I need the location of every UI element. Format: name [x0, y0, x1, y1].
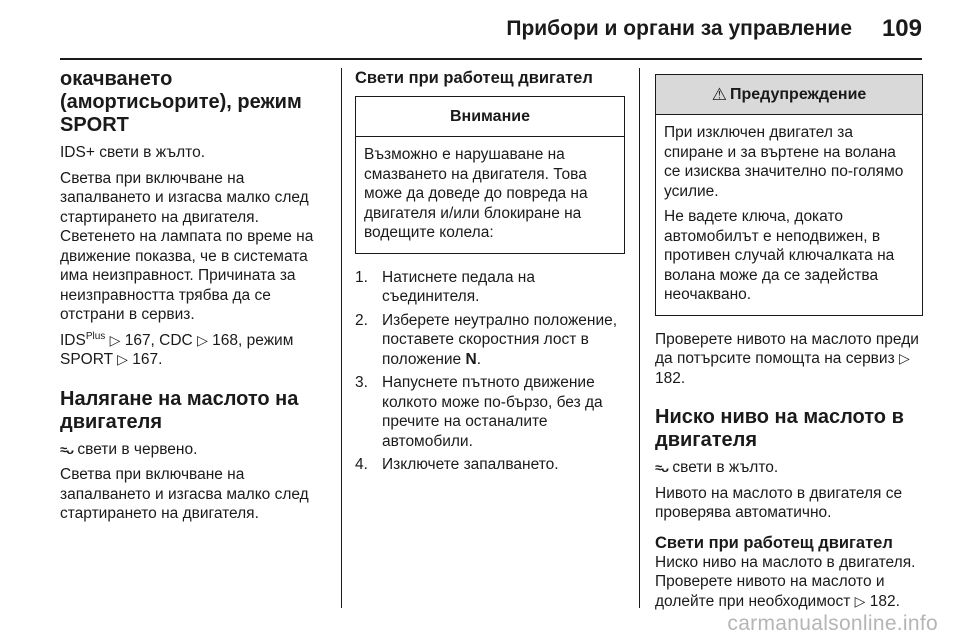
- warning-title-bar: [656, 75, 922, 115]
- auto-check-text: Нивото на маслото в двигателя се проверява автоматично.: [655, 484, 903, 521]
- section-heading-suspension: окачването (амортисьорите), режим SPORT: [60, 68, 302, 136]
- low-oil-description: Ниско ниво на маслото в двигателя. Проверете нивото на маслото и долейте при необходимост ▷ 182.: [655, 553, 916, 610]
- oil-pressure-description: Светва при включване на запалването и изгасва малко след стартирането на двигателя.: [60, 466, 309, 522]
- caution-title: Внимание: [356, 97, 624, 137]
- column-middle: [355, 68, 625, 475]
- ids-description: Светва при включване на запалването и изгасва малко след стартирането на двигателя. Светенето на лампата по време на движение показва, че в системата има неизправност. Причината за неизправността трябва да се отстрани в сервиз.: [60, 169, 314, 323]
- subheading-engine-running: Свети при работещ двигател: [655, 533, 893, 552]
- ref-arrow-icon[interactable]: ▷: [117, 351, 128, 367]
- check-oil-text: Проверете нивото на маслото преди да потърсите помощта на сервиз ▷ 182.: [655, 330, 919, 387]
- ref-arrow-icon[interactable]: ▷: [854, 592, 866, 609]
- ids-status-text: IDS+ свети в жълто.: [60, 144, 206, 161]
- warning-text-2: Не вадете ключа, докато автомобилът е неподвижен, в противен случай ключалката на волана може да се задейства неочаквано.: [664, 208, 895, 303]
- oil-can-icon: ≈ᴗ: [60, 441, 74, 457]
- caution-text: Възможно е нарушаване на смазването на двигателя. Това може да доведе до повреда на двигателя и/или блокиране на водещите колела:: [364, 146, 588, 241]
- section-heading-oil-pressure: Налягане на маслото на двигателя: [60, 387, 299, 433]
- column-right: [655, 68, 923, 611]
- warning-title: Предупреждение: [729, 85, 867, 103]
- section-heading-low-oil: Ниско ниво на маслото в двигателя: [655, 406, 904, 451]
- ref-arrow-icon[interactable]: ▷: [109, 331, 121, 348]
- column-divider-2: [639, 68, 640, 608]
- caution-box: [355, 96, 625, 254]
- warning-box: [655, 74, 923, 316]
- ref-arrow-icon[interactable]: ▷: [899, 350, 910, 366]
- header-rule: [60, 58, 922, 60]
- header-title: Прибори и органи за управление: [506, 17, 852, 40]
- watermark: carmanualsonline.info: [727, 612, 938, 635]
- page-number: 109: [881, 15, 922, 42]
- list-item: 4. Изключете запалването.: [355, 456, 559, 473]
- list-item: 2. Изберете неутрално положение, поставете скоростния лост в положение N.: [355, 311, 618, 368]
- warning-text-1: При изключен двигател за спиране и за въртене на волана се изисква значително по-голямо усилие.: [664, 124, 904, 200]
- ref-arrow-icon[interactable]: ▷: [197, 331, 208, 348]
- column-divider-1: [341, 68, 342, 608]
- cross-references: $IDS^{Plus}$ ▷ 167, CDC ▷ 168, режим SPORT ▷ 167.: [60, 330, 294, 368]
- column-left: [60, 68, 328, 524]
- warning-icon: ⚠: [711, 84, 727, 104]
- page-header: [0, 0, 960, 62]
- section-heading-engine-running: Свети при работещ двигател: [355, 69, 593, 87]
- steps-list: [355, 268, 625, 475]
- list-item: 3. Напуснете пътното движение колкото може по-бързо, без да пречите на останалите автомобили.: [355, 374, 603, 450]
- oil-level-icon: ≈ᴗ: [655, 460, 669, 475]
- oil-pressure-status: ≈ᴗ свети в червено.: [60, 440, 198, 458]
- low-oil-status: ≈ᴗ свети в жълто.: [655, 459, 779, 476]
- list-item: 1. Натиснете педала на съединителя.: [355, 268, 535, 305]
